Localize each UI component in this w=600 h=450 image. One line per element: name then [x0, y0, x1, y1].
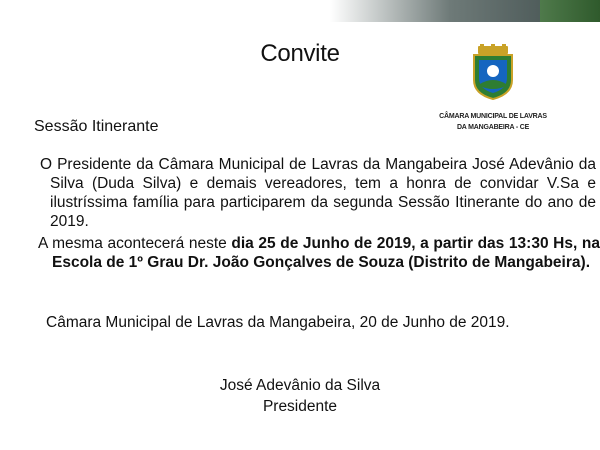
seal-crown-tower-center: [491, 44, 495, 48]
seal-crown-tower-right: [502, 44, 506, 48]
place-and-date: Câmara Municipal de Lavras da Mangabeira, 20 de Junho de 2019.: [46, 314, 510, 331]
seal-caption: [438, 111, 548, 133]
invitation-paragraph: O Presidente da Câmara Municipal de Lavras da Mangabeira José Adevânio da Silva (Duda Silva) e demais vereadores, tem a honra de convidar V.Sa e ilustríssima família para participarem da segunda Sessão Itinerante do ano de 2019.: [40, 156, 596, 230]
seal-caption-line2: DA MANGABEIRA - CE: [456, 124, 530, 131]
seal-crown-tower-left: [480, 44, 484, 48]
event-date-location: dia 25 de Junho de 2019, a partir das 13:30 Hs, na Escola de 1º Grau Dr. João Gonçalves de Souza (Distrito de Mangabeira): [52, 235, 600, 271]
signatory-name: José Adevânio da Silva: [219, 377, 381, 394]
seal-caption-line1: CÂMARA MUNICIPAL DE LAVRAS: [439, 113, 547, 120]
signatory-role: Presidente: [262, 398, 338, 415]
top-band-green-accent: [540, 0, 600, 22]
seal-center-emblem: [487, 65, 499, 77]
document-title: Convite: [260, 40, 340, 67]
top-decorative-band: [0, 0, 600, 22]
event-details-paragraph: [38, 234, 600, 272]
session-subtitle: Sessão Itinerante: [34, 118, 159, 135]
municipal-seal-icon: [470, 44, 516, 100]
event-details-lead: A mesma acontecerá neste: [38, 235, 232, 252]
event-details-end: .: [585, 254, 590, 271]
